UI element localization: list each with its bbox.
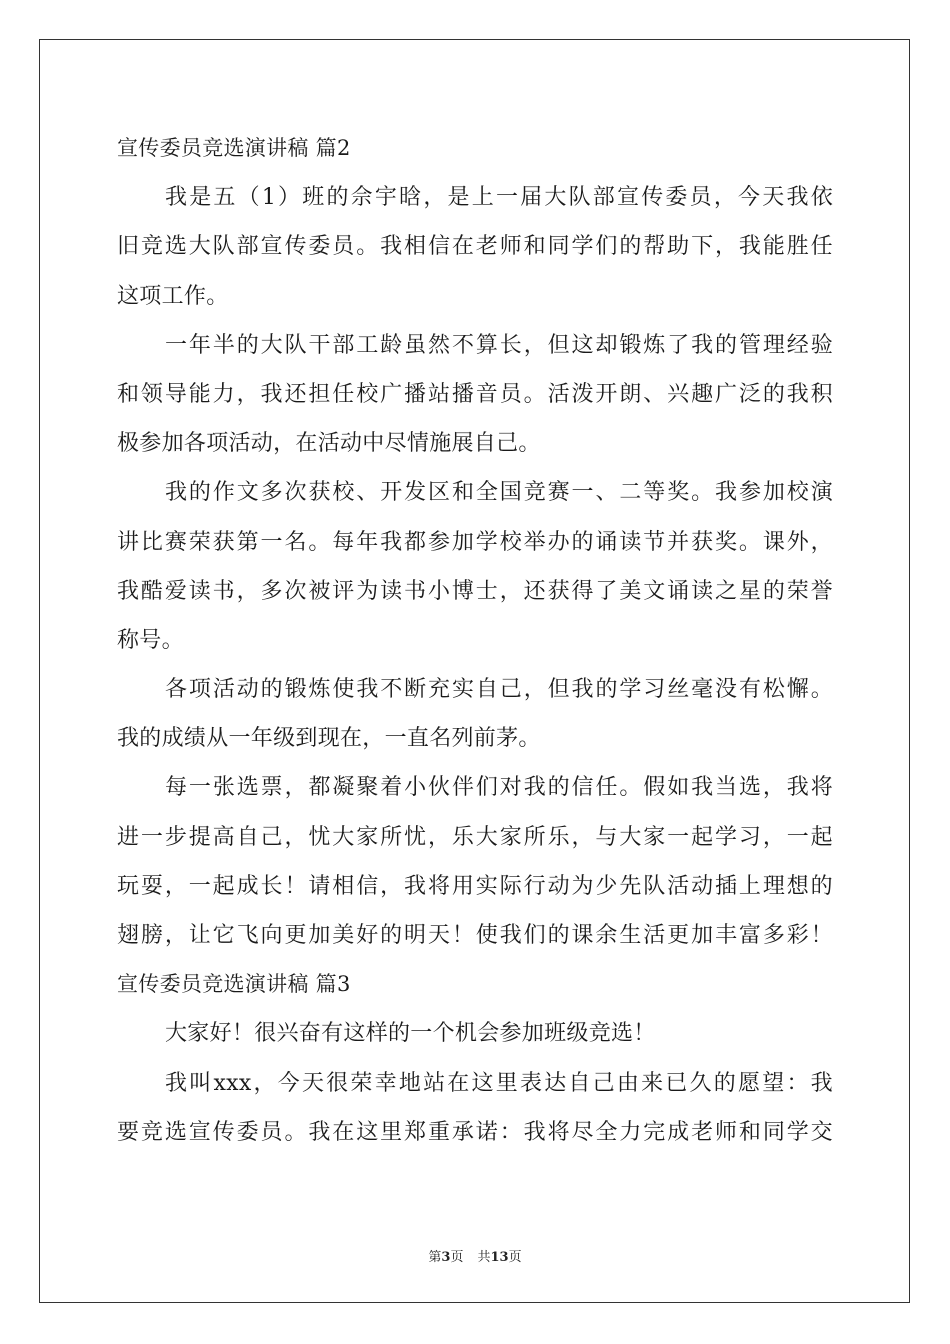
paragraph-line: 旧竞选大队部宣传委员。我相信在老师和同学们的帮助下，我能胜任: [117, 234, 833, 260]
paragraph-line: 每一张选票，都凝聚着小伙伴们对我的信任。假如我当选，我将: [165, 775, 833, 801]
paragraph-line: 翅膀，让它飞向更加美好的明天！使我们的课余生活更加丰富多彩！: [117, 923, 833, 948]
paragraph-line: 一年半的大队干部工龄虽然不算长，但这却锻炼了我的管理经验: [165, 332, 833, 358]
paragraph-line: 各项活动的锻炼使我不断充实自己，但我的学习丝毫没有松懈。: [165, 677, 833, 703]
paragraph-line: 我是五（1）班的佘宇晗，是上一届大队部宣传委员，今天我依: [165, 185, 833, 211]
paragraph-line: 玩耍，一起成长！请相信，我将用实际行动为少先队活动插上理想的: [117, 873, 833, 899]
paragraph-line: 这项工作。: [117, 283, 229, 309]
footer-page-prefix: 第: [428, 1250, 442, 1265]
document-body: [117, 124, 833, 1157]
paragraph-line: 我酷爱读书，多次被评为读书小博士，还获得了美文诵读之星的荣誉: [117, 578, 833, 604]
paragraph-line: 称号。: [117, 627, 184, 653]
section-heading: 宣传委员竞选演讲稿 篇3: [117, 972, 351, 997]
footer-total-suffix: 页: [508, 1250, 522, 1265]
paragraph-line: 和领导能力，我还担任校广播站播音员。活泼开朗、兴趣广泛的我积: [117, 381, 833, 407]
section-heading: 宣传委员竞选演讲稿 篇2: [117, 136, 351, 160]
page-footer: [0, 1246, 950, 1265]
paragraph-line: 我叫xxx，今天很荣幸地站在这里表达自己由来已久的愿望：我: [165, 1070, 833, 1096]
paragraph-line: 极参加各项活动，在活动中尽情施展自己。: [117, 431, 541, 457]
paragraph-line: 我的成绩从一年级到现在，一直名列前茅。: [117, 726, 541, 752]
footer-total-number: 13: [490, 1250, 509, 1265]
paragraph-line: 讲比赛荣获第一名。每年我都参加学校举办的诵读节并获奖。课外，: [117, 529, 833, 555]
footer-page-suffix: 页: [450, 1250, 464, 1265]
footer-page-number: 3: [441, 1250, 451, 1265]
paragraph-line: 要竞选宣传委员。我在这里郑重承诺：我将尽全力完成老师和同学交: [117, 1119, 833, 1145]
paragraph-line: 大家好！很兴奋有这样的一个机会参加班级竞选！: [165, 1021, 656, 1047]
footer-total-prefix: 共: [477, 1250, 491, 1265]
paragraph-line: 我的作文多次获校、开发区和全国竞赛一、二等奖。我参加校演: [165, 480, 833, 506]
paragraph-line: 进一步提高自己，忧大家所忧，乐大家所乐，与大家一起学习，一起: [117, 824, 833, 850]
